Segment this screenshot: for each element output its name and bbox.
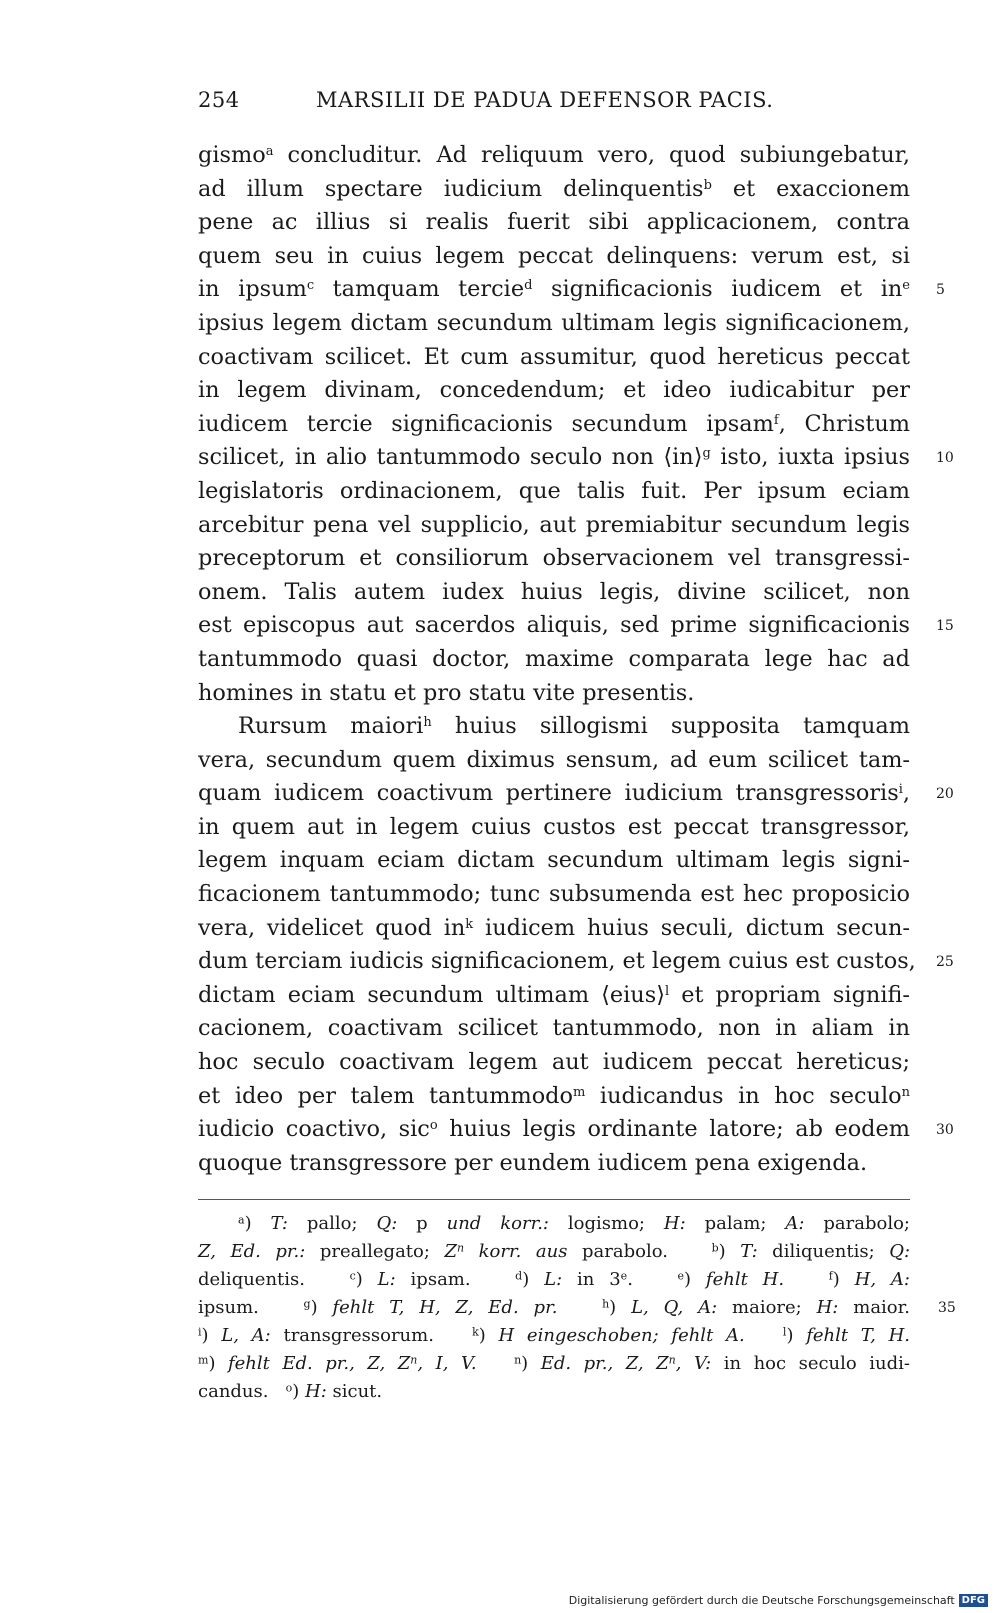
line-number: 35 (938, 1300, 956, 1316)
digitization-footer (569, 1594, 988, 1607)
text-line: in ipsum$^c$ tamquam tercie$^d$ significacionis iudicem et $in^e$ (198, 276, 910, 303)
text-line: tantummodo quasi doctor, maxime comparata lege hac ad (198, 645, 910, 672)
main-text (198, 139, 916, 1180)
text-line: gismo$^a$ concluditur. Ad reliquum vero, quod subiungebatur, (198, 142, 910, 168)
footer-text: Digitalisierung gefördert durch die Deutsche Forschungsgemeinschaft (568, 1594, 955, 1607)
running-header (198, 88, 910, 120)
text-line: arcebitur pena vel supplicio, aut premiabitur secundum legis (198, 511, 910, 538)
text-line: ipsius legem dictam secundum ultimam legis significacionem, (198, 309, 910, 336)
page-number: 254 (198, 88, 240, 112)
text-line: cacionem, coactivam scilicet tantummodo, non in aliam in (198, 1015, 910, 1042)
footnote-line: deliquentis. $^c$) L: ipsam. $^d$) L: in 3e. $^e$) fehlt H. $^f$) H, A: (198, 1269, 910, 1290)
text-line: in quem aut in legem cuius custos est peccat transgressor, (198, 813, 910, 840)
text-line: iudicio coactivo, sic$^o$ huius legis ordinante latore; ab eodem (198, 1116, 910, 1143)
text-line: legislatoris ordinacionem, que talis fuit. Per ipsum eciam (198, 477, 910, 504)
line-number: 10 (936, 450, 954, 467)
line-number: 30 (936, 1122, 954, 1139)
footnote-line: $^a$) T: pallo; Q: p und korr.: logismo; H: palam; A: parabolo; (238, 1213, 910, 1234)
text-line: preceptorum et consiliorum observacionem vel transgressi- (198, 545, 910, 572)
text-line: pene ac illius si realis fuerit sibi applicacionem, contra (198, 209, 910, 236)
footnote-rule (198, 1199, 910, 1200)
text-line: coactivam scilicet. Et cum assumitur, quod hereticus peccat (198, 343, 910, 370)
dfg-logo: DFG (959, 1594, 988, 1607)
footnote-line: $^m$) fehlt Ed. pr., Z, $Z^n$, I, V. $^n$) Ed. pr., Z, $Z^n$, V: in hoc seculo iudi- (198, 1353, 910, 1374)
text-line: et ideo per talem tantummodo$^m$ iudicandus in hoc seculo$^n$ (198, 1082, 910, 1109)
line-number: 5 (936, 282, 945, 299)
text-line: quem seu in cuius legem peccat delinquens: verum est, si (198, 242, 910, 269)
text-line: Rursum maiori$^h$ huius sillogismi supposita tamquam (238, 713, 910, 740)
text-line: quam iudicem coactivum pertinere iudicium transgressoris$^i$, (198, 780, 910, 807)
text-line: onem. Talis autem iudex huius legis, divine scilicet, non (198, 578, 910, 605)
footnote-line: ipsum. $^g$) fehlt T, H, Z, Ed. pr. $^h$) L, Q, A: maiore; H: maior. (198, 1297, 910, 1318)
text-line: in legem divinam, concedendum; et ideo iudicabitur per (198, 377, 910, 404)
text-line: quoque transgressore per eundem iudicem pena exigenda. (198, 1149, 868, 1176)
text-line: ficacionem tantummodo; tunc subsumenda est hec proposicio (198, 881, 910, 908)
footnote-line: $^i$) L, A: transgressorum. $^k$) H eingeschoben; fehlt A. $^l$) fehlt T, H. (198, 1325, 911, 1346)
text-line: scilicet, in alio tantummodo seculo non ⟨in⟩$^g$ isto, iuxta ipsius (198, 444, 910, 471)
line-number: 20 (936, 786, 954, 803)
running-title: MARSILII DE PADUA DEFENSOR PACIS. (316, 88, 774, 112)
text-line: dictam eciam secundum ultimam ⟨eius⟩$^l$ et propriam signifi- (198, 981, 910, 1008)
text-line: legem inquam eciam dictam secundum ultimam legis signi- (198, 847, 910, 874)
text-line: iudicem tercie significacionis secundum ipsam$^f$, Christum (198, 410, 910, 437)
line-number: 15 (936, 618, 954, 635)
text-line: vera, secundum quem diximus sensum, ad eum scilicet tam- (198, 746, 910, 773)
text-line: ad illum spectare iudicium delinquentis$^b$ et exaccionem (198, 175, 910, 202)
text-line: hoc seculo coactivam legem aut iudicem peccat hereticus; (198, 1049, 910, 1076)
footnote-line: Z, Ed. pr.: preallegato; $Z^n$ korr. aus parabolo. $^b$) T: diliquentis; Q: (198, 1241, 911, 1262)
footnotes (198, 1210, 910, 1406)
text-line: est episcopus aut sacerdos aliquis, sed prime significacionis (198, 612, 910, 639)
text-line: dum terciam iudicis significacionem, et legem cuius est custos, (198, 948, 916, 975)
line-number: 25 (936, 954, 954, 971)
text-line: homines in statu et pro statu vite presentis. (198, 679, 695, 706)
text-line: vera, videlicet quod $in^k$ iudicem huius seculi, dictum secun- (198, 914, 910, 941)
footnote-line: candus. $^o$) H: sicut. (198, 1381, 383, 1402)
